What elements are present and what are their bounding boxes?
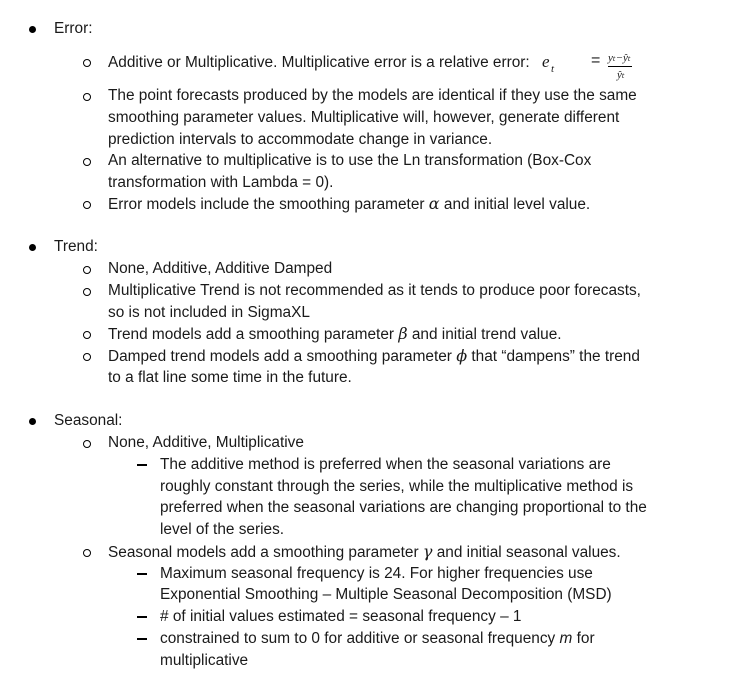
bullet-disc-icon (29, 26, 36, 33)
seasonal-item-2-after: and initial seasonal values. (436, 544, 621, 561)
fraction-bar (608, 66, 632, 67)
alpha-symbol: α (428, 194, 440, 213)
trend-item-2-line-2: so is not included in SigmaXL (108, 304, 310, 321)
seasonal-sub-4-line-1 (160, 628, 595, 650)
seasonal-sub-4-line-2: multiplicative (160, 652, 249, 669)
trend-item-3-before: Trend models add a smoothing parameter (108, 326, 395, 343)
bullet-circle-icon (83, 440, 91, 448)
formula-lhs: e (542, 52, 550, 71)
bullet-circle-icon (83, 331, 91, 339)
beta-symbol: β (398, 324, 408, 343)
bullet-circle-icon (83, 353, 91, 361)
error-item-1-text: Additive or Multiplicative. Multiplicative error is a relative error: (108, 54, 530, 71)
trend-item-4-before: Damped trend models add a smoothing parameter (108, 348, 452, 365)
trend-item-4-after: that “dampens” the trend (471, 348, 640, 365)
seasonal-sub-1-line-4: level of the series. (160, 521, 285, 538)
seasonal-sub-4-before: constrained to sum to 0 for additive or seasonal frequency (160, 630, 556, 647)
bullet-circle-icon (83, 201, 91, 209)
formula-denominator: ŷₜ (617, 69, 625, 81)
error-item-2-line-3: prediction intervals to accommodate change in variance. (108, 131, 493, 148)
bullet-circle-icon (83, 59, 91, 67)
error-item-4-text (108, 193, 590, 216)
formula-lhs-subscript: t (551, 63, 555, 75)
seasonal-item-2-text (108, 541, 621, 564)
seasonal-sub-1-line-3: preferred when the seasonal variations are changing proportional to the (160, 499, 647, 516)
seasonal-item-2-before: Seasonal models add a smoothing parameter (108, 544, 419, 561)
dash-bullet-icon (137, 638, 147, 640)
seasonal-sub-1-line-2: roughly constant through the series, while the multiplicative method is (160, 478, 634, 495)
dash-bullet-icon (137, 573, 147, 575)
error-item-2-line-2: smoothing parameter values. Multiplicative will, however, generate different (108, 109, 620, 126)
trend-item-3-text (108, 323, 562, 346)
seasonal-sub-4-after: for (576, 630, 595, 647)
bullet-circle-icon (83, 93, 91, 101)
error-item-2-line-1: The point forecasts produced by the models are identical if they use the same (108, 87, 637, 104)
error-item-3-line-2: transformation with Lambda = 0). (108, 174, 334, 191)
section-heading-error: Error: (54, 20, 93, 37)
gamma-symbol: γ (422, 542, 433, 561)
phi-symbol: ϕ (456, 346, 468, 365)
bullet-disc-icon (29, 418, 36, 425)
section-heading-seasonal: Seasonal: (54, 412, 123, 429)
error-item-4-after: and initial level value. (443, 196, 591, 213)
seasonal-sub-1-line-1: The additive method is preferred when the seasonal variations are (160, 456, 611, 473)
bullet-circle-icon (83, 549, 91, 557)
seasonal-sub-3-text: # of initial values estimated = seasonal frequency – 1 (160, 608, 522, 625)
trend-item-1-text: None, Additive, Additive Damped (108, 260, 333, 277)
trend-item-4-line-1 (108, 345, 640, 368)
m-symbol: m (559, 630, 573, 647)
formula-numerator: yₜ−ŷₜ (608, 52, 631, 64)
seasonal-sub-2-line-2: Exponential Smoothing – Multiple Seasonal Decomposition (MSD) (160, 586, 612, 603)
bullet-circle-icon (83, 158, 91, 166)
dash-bullet-icon (137, 616, 147, 618)
bullet-disc-icon (29, 244, 36, 251)
seasonal-item-1-text: None, Additive, Multiplicative (108, 434, 304, 451)
seasonal-sub-2-line-1: Maximum seasonal frequency is 24. For higher frequencies use (160, 565, 593, 582)
formula-equals: = (591, 52, 601, 69)
section-heading-trend: Trend: (54, 238, 98, 255)
error-item-4-before: Error models include the smoothing parameter (108, 196, 425, 213)
dash-bullet-icon (137, 464, 147, 466)
bullet-circle-icon (83, 266, 91, 274)
bullet-circle-icon (83, 288, 91, 296)
error-item-3-line-1: An alternative to multiplicative is to use the Ln transformation (Box-Cox (108, 152, 592, 169)
trend-item-2-line-1: Multiplicative Trend is not recommended as it tends to produce poor forecasts, (108, 282, 641, 299)
trend-item-3-after: and initial trend value. (411, 326, 562, 343)
trend-item-4-line-2: to a flat line some time in the future. (108, 369, 352, 386)
